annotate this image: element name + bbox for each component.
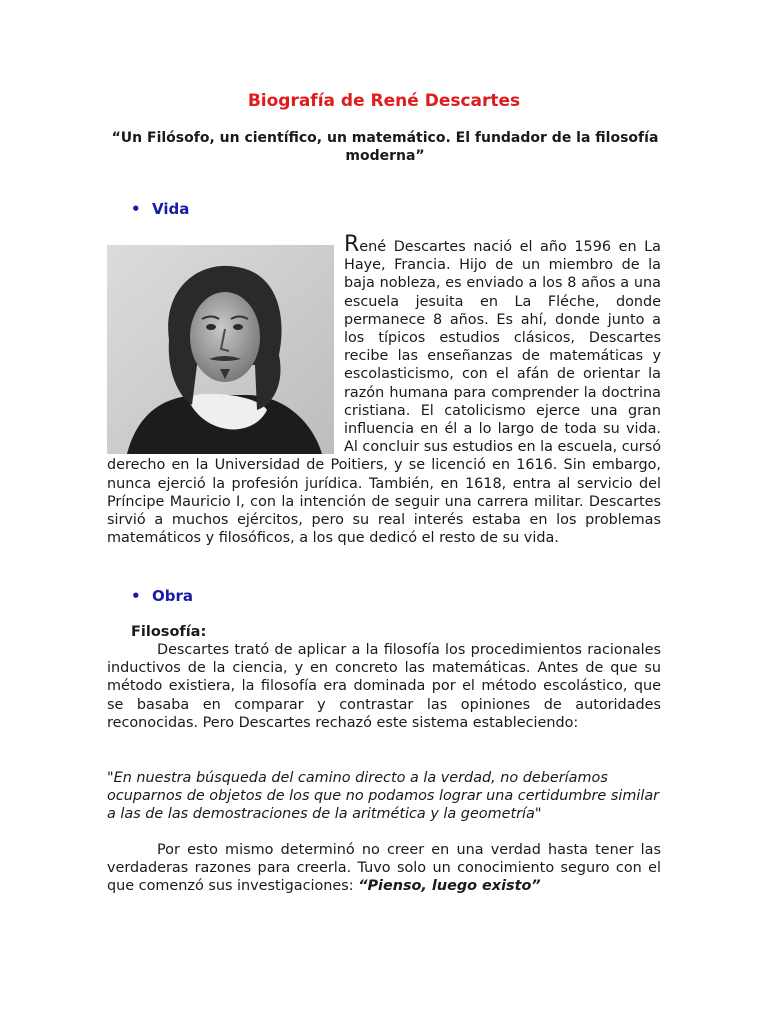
section-heading-label: Vida xyxy=(152,200,190,218)
section-heading-vida xyxy=(131,200,189,218)
obra-paragraph-2 xyxy=(107,841,661,896)
section-heading-obra xyxy=(131,587,193,605)
quote-paragraph: "En nuestra búsqueda del camino directo a la verdad, no deberíamos ocuparnos de objetos de los que no podamos lograr una certidumbre similar a las de las demostraciones de la aritmética y la geometría" xyxy=(107,770,660,823)
bullet-dot: • xyxy=(131,587,141,605)
famous-quote: “Pienso, luego existo” xyxy=(358,878,541,895)
bullet-dot: • xyxy=(131,200,141,218)
document-subtitle: “Un Filósofo, un científico, un matemático. El fundador de la filosofía moderna” xyxy=(111,130,659,164)
portrait-spacer xyxy=(107,236,344,456)
document-title: Biografía de René Descartes xyxy=(247,91,521,111)
subheading-filosofia: Filosofía: xyxy=(131,624,207,640)
drop-cap: R xyxy=(344,232,360,257)
vida-text: ené Descartes nació el año 1596 en La Haye, Francia. Hijo de un miembro de la baja nobleza, es enviado a los 8 años a una escuela jesuita en La Fléche, donde permanece 8 años. Es ahí, donde junto a los típicos estudios clásicos, Descartes recibe las enseñanzas de matemáticas y escolasticismo, con el afán de orientar la razón humana para comprender la doctrina cristiana. El catolicismo ejerce una gran influencia en él a lo largo de toda su vida. Al concluir sus estudios en la escuela, cursó derecho en la Universidad de Poitiers, y se licenció en 1616. Sin embargo, nunca ejerció la profesión jurídica. También, en 1618, entra al servicio del Príncipe Mauricio I, con la intención de seguir una carrera militar. Descartes sirvió a muchos ejércitos, pero su real interés estaba en los problemas matemáticos y filosóficos, a los que dedicó el resto de su vida. xyxy=(107,239,661,547)
section-heading-label: Obra xyxy=(152,587,194,605)
obra-paragraph-1: Descartes trató de aplicar a la filosofía los procedimientos racionales inductivos de la ciencia, y en concreto las matemáticas. Antes de que su método existiera, la filosofía era dominada por el método escolástico, que se basaba en comparar y contrastar las opiniones de autoridades reconocidas. Pero Descartes rechazó este sistema estableciendo: xyxy=(107,642,661,731)
paragraph-2-text: Por esto mismo determinó no creer en una verdad hasta tener las verdaderas razones para creerla. Tuvo solo un conocimiento seguro con el que comenzó sus investigaciones: xyxy=(107,842,661,895)
vida-paragraph xyxy=(107,232,661,547)
